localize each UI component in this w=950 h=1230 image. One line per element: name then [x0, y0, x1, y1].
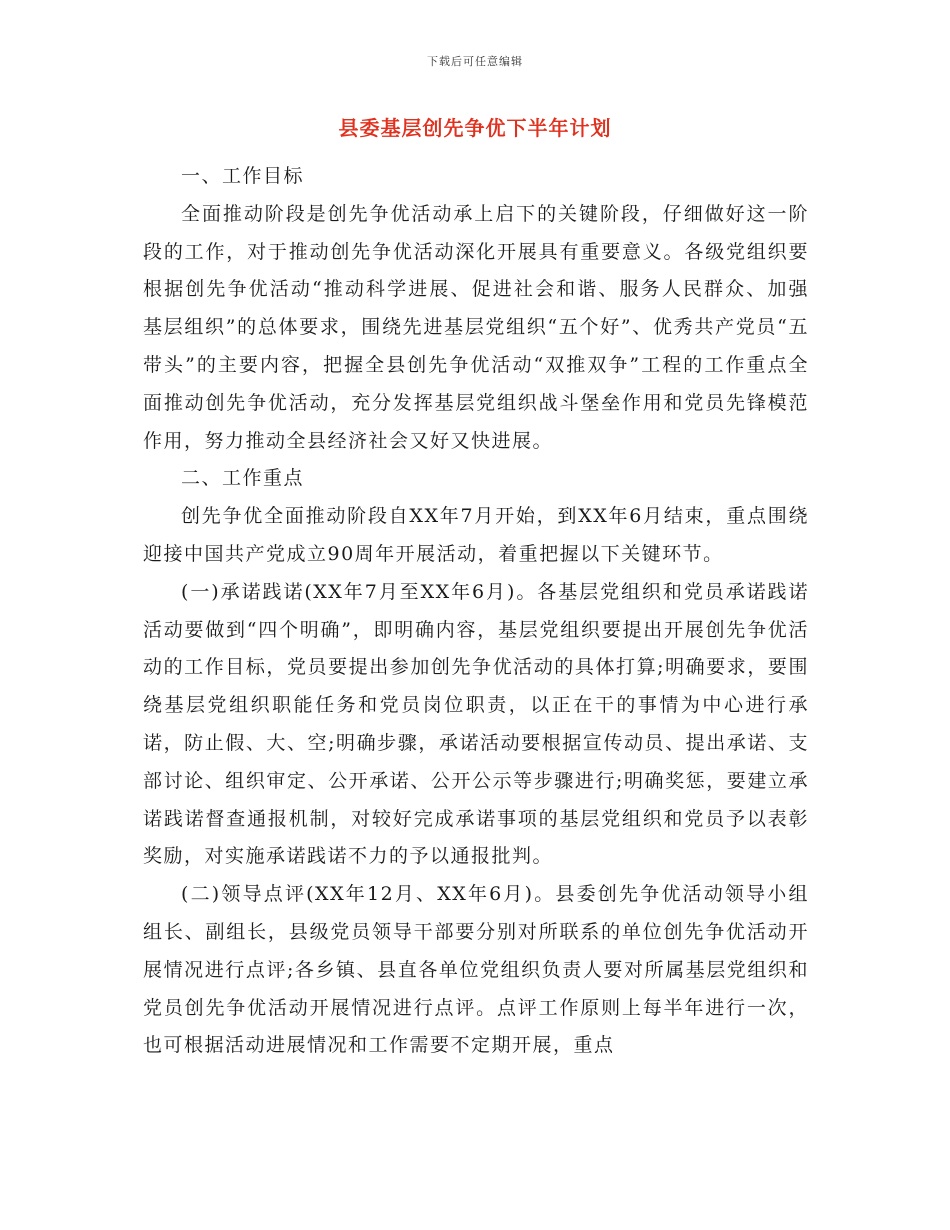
section-heading: 二、工作重点 — [181, 467, 305, 490]
paragraph: (二)领导点评(XX年12月、XX年6月)。县委创先争优活动领导小组组长、副组长，县级党员领导干部要分别对所联系的单位创先争优活动开展情况进行点评;各乡镇、县直各单位党组织负责人要对所属基层党组织和党员创先争优活动开展情况进行点评。点评工作原则上每半年进行一次，也可根据活动进展情况和工作需要不定期开展，重点 — [143, 883, 809, 1057]
document-title: 县委基层创先争优下半年计划 — [338, 116, 612, 140]
paragraph: 全面推动阶段是创先争优活动承上启下的关键阶段，仔细做好这一阶段的工作，对于推动创先争优活动深化开展具有重要意义。各级党组织要根据创先争优活动“推动科学进展、促进社会和谐、服务人民群众、加强基层组织”的总体要求，围绕先进基层党组织“五个好”、优秀共产党员“五带头”的主要内容，把握全县创先争优活动“双推双争”工程的工作重点全面推动创先争优活动，充分发挥基层党组织战斗堡垒作用和党员先锋模范作用，努力推动全县经济社会又好又快进展。 — [143, 202, 809, 452]
section-heading: 一、工作目标 — [181, 165, 305, 187]
document-body — [143, 158, 809, 1065]
paragraph: 创先争优全面推动阶段自XX年7月开始，到XX年6月结束，重点围绕迎接中国共产党成立90周年开展活动，着重把握以下关键环节。 — [143, 505, 809, 565]
header-note: 下载后可任意编辑 — [427, 55, 523, 68]
paragraph: (一)承诺践诺(XX年7月至XX年6月)。各基层党组织和党员承诺践诺活动要做到“四个明确”，即明确内容，基层党组织要提出开展创先争优活动的工作目标，党员要提出参加创先争优活动的具体打算;明确要求，要围绕基层党组织职能任务和党员岗位职责，以正在干的事情为中心进行承诺，防止假、大、空;明确步骤，承诺活动要根据宣传动员、提出承诺、支部讨论、组织审定、公开承诺、公开公示等步骤进行;明确奖惩，要建立承诺践诺督查通报机制，对较好完成承诺事项的基层党组织和党员予以表彰奖励，对实施承诺践诺不力的予以通报批判。 — [143, 580, 809, 868]
